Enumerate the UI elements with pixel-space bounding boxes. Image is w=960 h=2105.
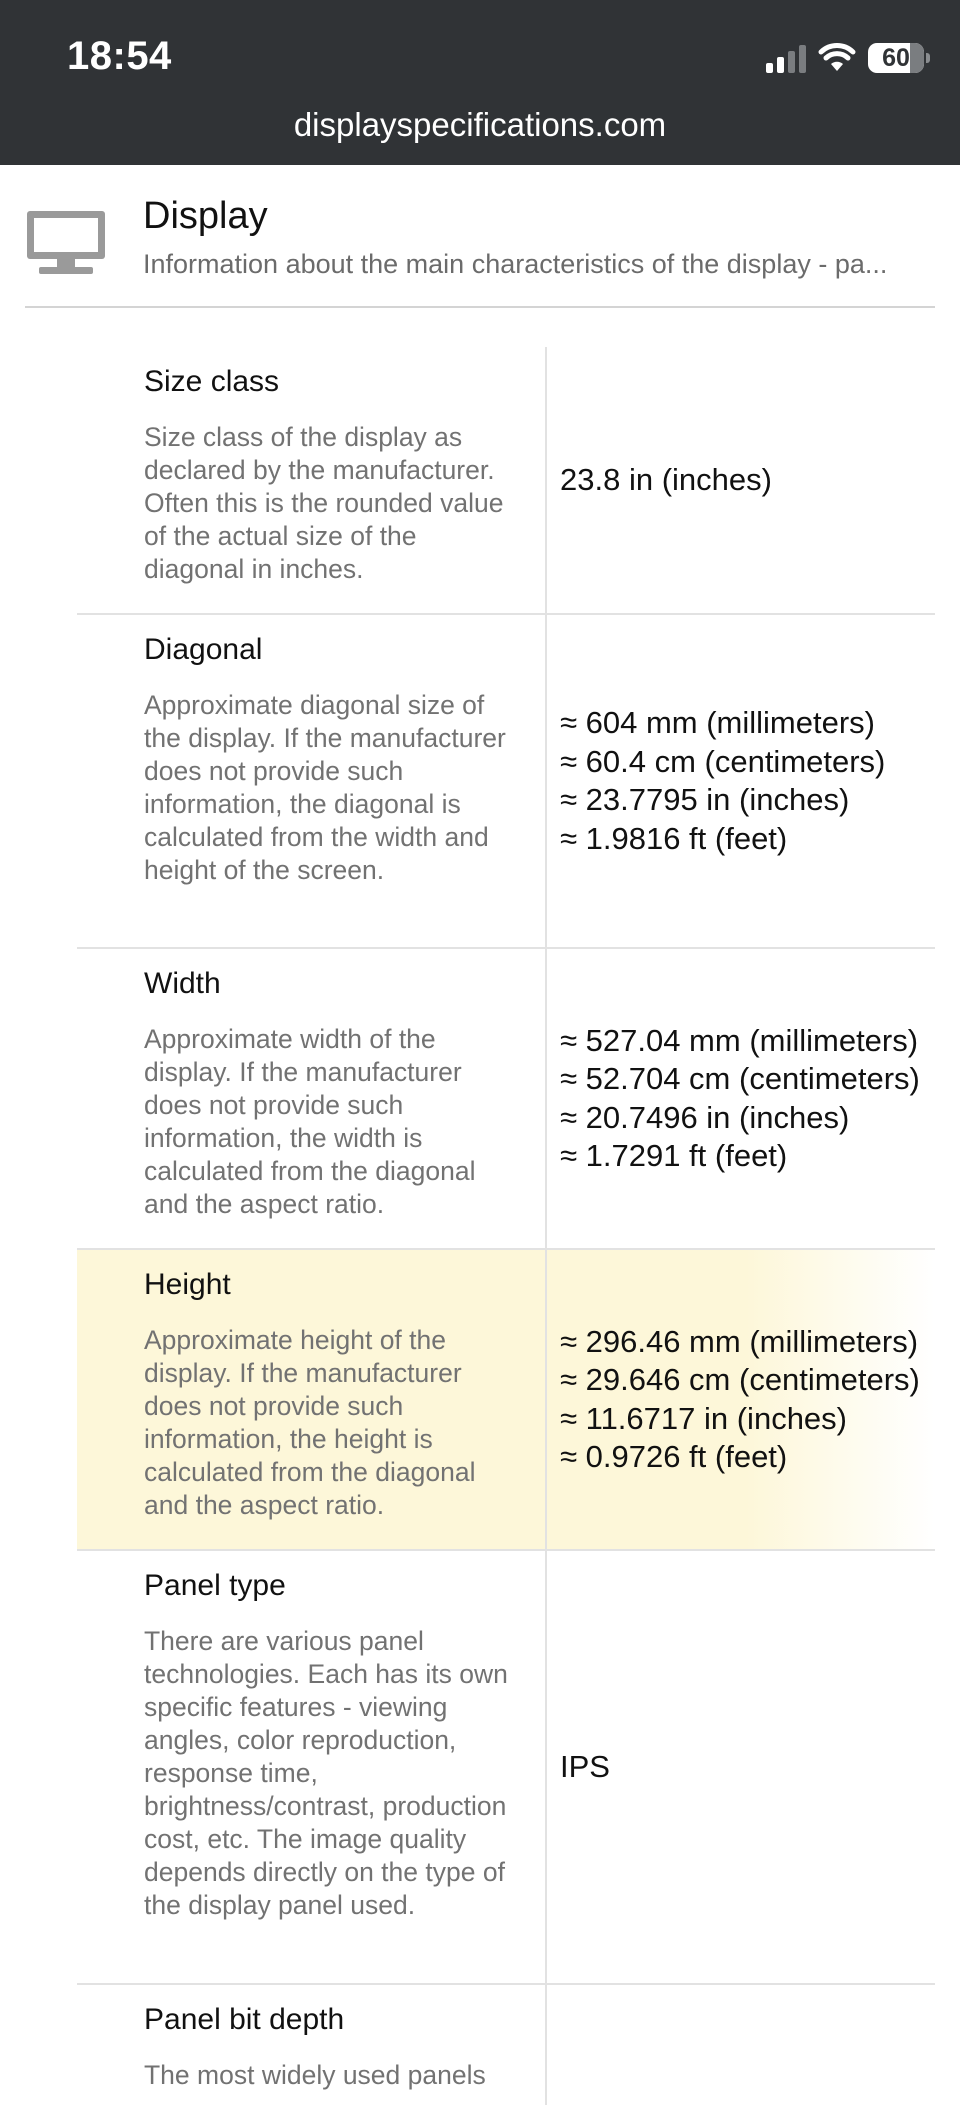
spec-value: ≈ 296.46 mm (millimeters)	[560, 1323, 919, 1359]
battery-icon	[868, 43, 924, 73]
spec-value: ≈ 29.646 cm (centimeters)	[560, 1362, 920, 1397]
spec-name: Panel bit depth	[144, 2003, 345, 2036]
section-title: Display	[143, 195, 268, 237]
display-section-header	[25, 165, 935, 308]
spec-label-cell	[77, 1985, 547, 2105]
spec-value-cell	[547, 615, 935, 947]
spec-value: ≈ 52.704 cm (centimeters)	[560, 1061, 920, 1096]
spec-value: ≈ 23.7795 in (inches)	[560, 782, 850, 817]
spec-value: ≈ 1.9816 ft (feet)	[560, 820, 788, 856]
section-description: Information about the main characteristics of the display - pa...	[143, 249, 888, 279]
spec-name: Size class	[144, 365, 280, 398]
spec-name: Panel type	[144, 1569, 286, 1602]
url-bar[interactable]: displayspecifications.com	[293, 106, 667, 143]
spec-description: There are various panel technologies. Each has its own specific features - viewing angles, color reproduction, response time, brightness/contrast, production cost, etc. The image quality depends directly on the type of the display panel used.	[144, 1626, 508, 1920]
spec-description: Approximate diagonal size of the display. If the manufacturer does not provide such information, the diagonal is calculated from the width and height of the screen.	[144, 690, 506, 885]
spec-value: ≈ 11.6717 in (inches)	[560, 1400, 847, 1436]
spec-value-cell	[547, 949, 935, 1248]
spec-description: Approximate height of the display. If the manufacturer does not provide such information, the height is calculated from the diagonal and the aspect ratio.	[144, 1325, 476, 1520]
spec-label-cell	[77, 615, 547, 947]
spec-label-cell	[77, 1551, 547, 1983]
spec-row-panel-type	[77, 1551, 935, 1985]
wifi-icon	[818, 43, 856, 73]
spec-name: Diagonal	[144, 633, 263, 666]
spec-row-panel-bit-depth	[77, 1985, 935, 2105]
spec-value: ≈ 1.7291 ft (feet)	[560, 1138, 788, 1173]
spec-value: ≈ 20.7496 in (inches)	[560, 1099, 850, 1135]
spec-value-cell	[547, 1250, 935, 1549]
spec-value: IPS	[560, 1748, 610, 1784]
spec-description: Approximate width of the display. If the manufacturer does not provide such information, the width is calculated from the diagonal and the aspect ratio.	[144, 1024, 476, 1219]
spec-name: Height	[144, 1268, 231, 1301]
status-time: 18:54	[67, 34, 172, 78]
spec-label-cell	[77, 347, 547, 613]
status-icons	[766, 40, 924, 76]
spec-description: The most widely used panels	[144, 2060, 486, 2090]
cellular-signal-icon	[766, 43, 806, 73]
spec-name: Width	[144, 967, 221, 1000]
spec-description: Size class of the display as declared by the manufacturer. Often this is the rounded value of the actual size of the diagonal in inches.	[144, 422, 504, 584]
monitor-icon	[25, 207, 107, 277]
spec-row-size-class	[77, 347, 935, 615]
spec-table	[77, 347, 935, 2105]
browser-top-bar	[0, 0, 960, 165]
spec-value: ≈ 60.4 cm (centimeters)	[560, 743, 886, 779]
spec-label-cell	[77, 1250, 547, 1549]
spec-value-cell	[547, 1551, 935, 1983]
spec-row-height	[77, 1250, 935, 1551]
spec-value: 23.8 in (inches)	[560, 461, 772, 497]
battery-level: 60	[882, 43, 910, 72]
spec-value: ≈ 604 mm (millimeters)	[560, 705, 875, 740]
spec-label-cell	[77, 949, 547, 1248]
spec-value-cell	[547, 347, 935, 613]
spec-value: ≈ 527.04 mm (millimeters)	[560, 1022, 919, 1058]
spec-row-diagonal	[77, 615, 935, 949]
spec-value-cell	[547, 1985, 935, 2105]
spec-value: ≈ 0.9726 ft (feet)	[560, 1439, 788, 1474]
spec-row-width	[77, 949, 935, 1250]
